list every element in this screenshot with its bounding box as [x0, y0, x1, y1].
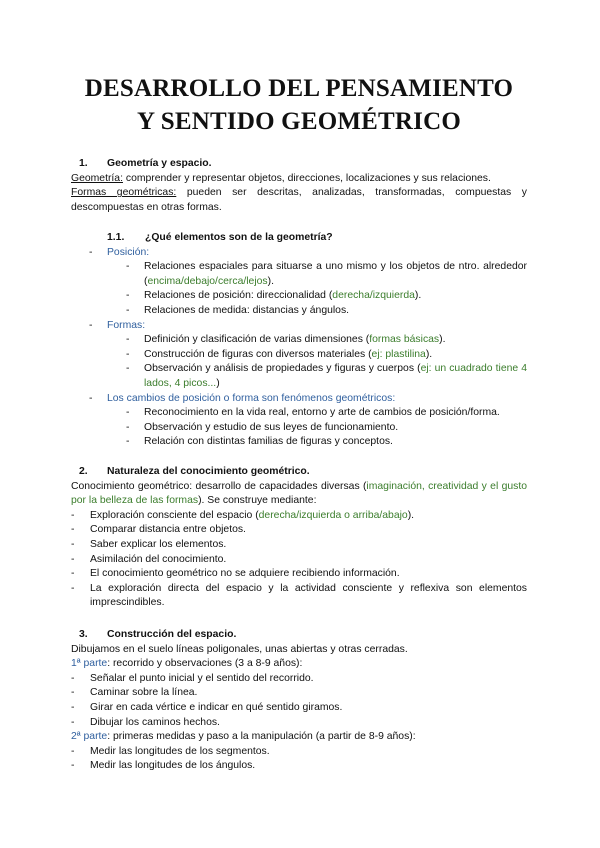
- list-item: - Observación y estudio de sus leyes de funcionamiento.: [71, 421, 527, 436]
- list-item: - Caminar sobre la línea.: [71, 686, 527, 701]
- list-item: - Medir las longitudes de los ángulos.: [71, 759, 527, 774]
- list-item: - Posición: - Relaciones espaciales para situarse a uno mismo y los objetos de ntro. alrededor (encima/debajo/cerca/lejos). - Relaciones de posición: direccionalidad (derecha/izquierda). - Relaciones de medida: distancias y ángulos.: [71, 246, 527, 319]
- geometria-definition: Geometría: comprender y representar objetos, direcciones, localizaciones y sus relaciones.: [71, 172, 491, 184]
- list-item: - Asimilación del conocimiento.: [71, 553, 527, 568]
- list-item: - El conocimiento geométrico no se adquiere recibiendo información.: [71, 567, 527, 582]
- title-line-2: Y SENTIDO GEOMÉTRICO: [137, 108, 461, 135]
- section-3-heading: 3. Construcción del espacio.: [79, 629, 237, 640]
- page-title: [61, 72, 537, 138]
- list-item: - Construcción de figuras con diversos materiales (ej: plastilina).: [71, 348, 527, 363]
- sub-list: [71, 260, 527, 318]
- section-2-heading: 2. Naturaleza del conocimiento geométrico.: [79, 466, 310, 477]
- section-1: [71, 157, 527, 215]
- section-2-intro: Conocimiento geométrico: desarrollo de capacidades diversas (imaginación, creatividad y el gusto por la belleza de las formas). Se construye mediante:: [71, 480, 527, 507]
- list-item: - Girar en cada vértice e indicar en qué sentido giramos.: [71, 701, 527, 716]
- list-item: - Dibujar los caminos hechos.: [71, 716, 527, 731]
- list-item: - Observación y análisis de propiedades y figuras y cuerpos (ej: un cuadrado tiene 4 lados, 4 picos...): [71, 362, 527, 391]
- list-item: - Reconocimiento en la vida real, entorno y arte de cambios de posición/forma.: [71, 406, 527, 421]
- list-item: - Medir las longitudes de los segmentos.: [71, 745, 527, 760]
- section-1-1: [71, 231, 527, 450]
- list-item: - Relaciones de medida: distancias y ángulos.: [71, 304, 527, 319]
- part-1-list: [71, 672, 527, 730]
- list-item: - Relación con distintas familias de figuras y conceptos.: [71, 435, 527, 450]
- list-item: - Relaciones espaciales para situarse a uno mismo y los objetos de ntro. alrededor (encima/debajo/cerca/lejos).: [71, 260, 527, 289]
- list-item: - Los cambios de posición o forma son fenómenos geométricos: - Reconocimiento en la vida real, entorno y arte de cambios de posición/forma. - Observación y estudio de sus leyes de funcionamiento. - Relación con distintas familias de figuras y conceptos.: [71, 392, 527, 450]
- part-2-heading: 2ª parte: primeras medidas y paso a la manipulación (a partir de 8-9 años):: [71, 731, 416, 743]
- list-item: - Comparar distancia entre objetos.: [71, 523, 527, 538]
- list-item: - Saber explicar los elementos.: [71, 538, 527, 553]
- list-item: - Relaciones de posición: direccionalidad (derecha/izquierda).: [71, 289, 527, 304]
- part-1-heading: 1ª parte: recorrido y observaciones (3 a 8-9 años):: [71, 658, 303, 670]
- formas-definition: Formas geométricas: pueden ser descritas, analizadas, transformadas, compuestas y descompuestas en otras formas.: [71, 187, 527, 213]
- sub-list: [71, 406, 527, 450]
- section-2: [71, 465, 527, 611]
- elements-list: [71, 246, 527, 450]
- section-1-heading: 1. Geometría y espacio.: [79, 158, 212, 169]
- list-item: - Definición y clasificación de varias dimensiones (formas básicas).: [71, 333, 527, 348]
- list-item: - Formas: - Definición y clasificación de varias dimensiones (formas básicas). - Construcción de figuras con diversos materiales (ej: plastilina). - Observación y análisis de propiedades y figuras y cuerpos (ej: un cuadrado tiene 4 lados, 4 picos...): [71, 319, 527, 392]
- part-2-list: [71, 745, 527, 774]
- section-1-1-heading: 1.1. ¿Qué elementos son de la geometría?: [107, 232, 333, 243]
- list-item: - La exploración directa del espacio y la actividad consciente y reflexiva son elementos imprescindibles.: [71, 582, 527, 611]
- list-item: - Exploración consciente del espacio (derecha/izquierda o arriba/abajo).: [71, 509, 527, 524]
- section-3-intro: Dibujamos en el suelo líneas poligonales, unas abiertas y otras cerradas.: [71, 643, 408, 655]
- title-line-1: DESARROLLO DEL PENSAMIENTO: [84, 75, 514, 102]
- section-3: [71, 628, 527, 774]
- section-2-list: [71, 509, 527, 611]
- list-item: - Señalar el punto inicial y el sentido del recorrido.: [71, 672, 527, 687]
- sub-list: [71, 333, 527, 391]
